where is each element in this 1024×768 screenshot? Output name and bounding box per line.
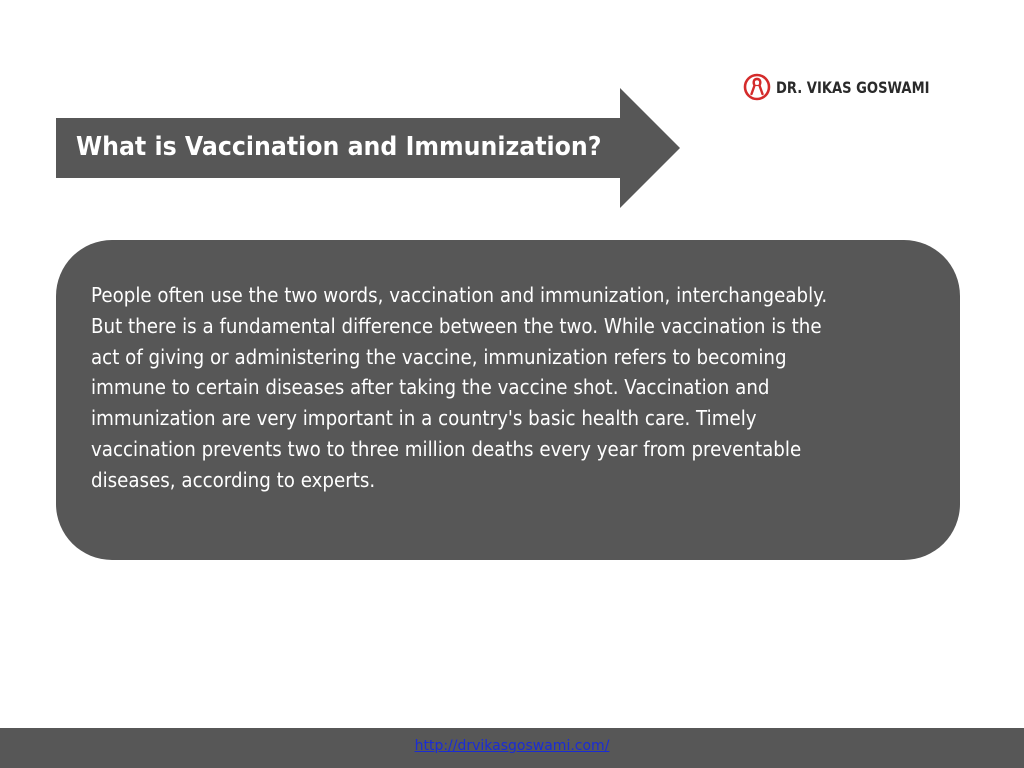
footer-bar: [0, 728, 1024, 768]
brand-logo: [743, 72, 963, 102]
brand-name: DR. VIKAS GOSWAMI: [776, 77, 930, 97]
body-text: People often use the two words, vaccination and immunization, interchangeably. But there is a fundamental difference between the two. While vaccination is the act of giving or administering the vaccine, immunization refers to becoming immune to certain diseases after taking the vaccine shot. Vaccination and immunization are very important in a country's basic health care. Timely vaccination prevents two to three million deaths every year from preventable diseases, according to experts.: [91, 283, 828, 492]
ribbon-icon: [743, 73, 771, 101]
content-panel: [56, 240, 960, 560]
title-banner: [56, 88, 681, 208]
website-link[interactable]: http://drvikasgoswami.com/: [414, 738, 610, 754]
slide-title: What is Vaccination and Immunization?: [76, 132, 602, 162]
